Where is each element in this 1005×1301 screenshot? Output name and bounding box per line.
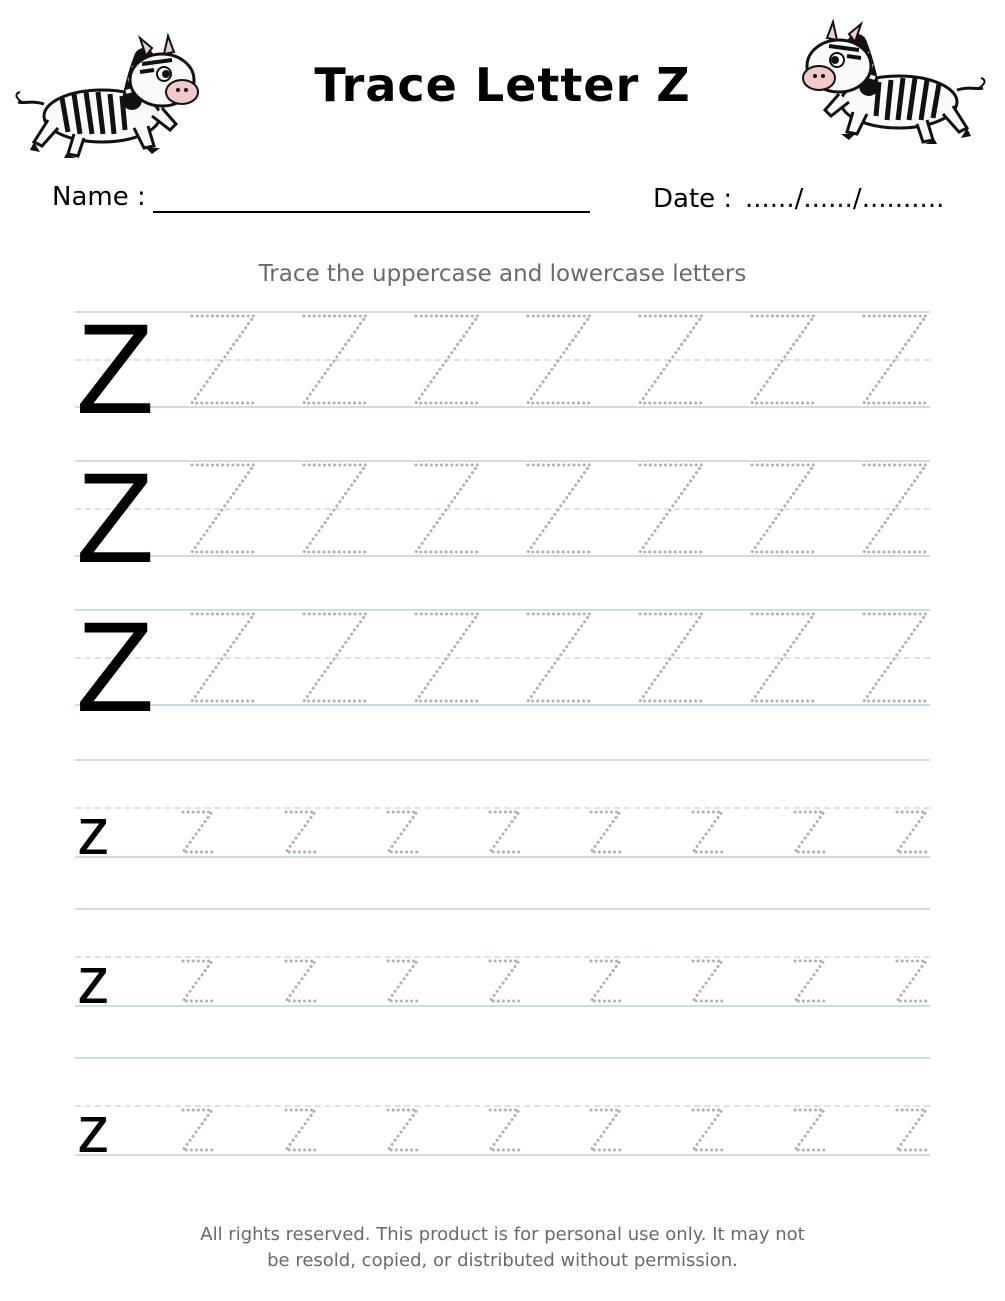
trace-letter-uppercase xyxy=(190,463,256,554)
guide-line-base xyxy=(75,555,930,557)
trace-letter-lowercase xyxy=(589,1108,622,1152)
guide-line-top xyxy=(75,311,930,313)
footer-line-1: All rights reserved. This product is for personal use only. It may not xyxy=(200,1224,805,1245)
model-letter-lowercase: z xyxy=(77,943,110,1017)
trace-letter-lowercase xyxy=(589,810,622,854)
trace-letter-lowercase xyxy=(691,1108,724,1152)
model-letter-lowercase: z xyxy=(77,1092,110,1166)
trace-letter-lowercase xyxy=(284,1108,317,1152)
trace-letter-lowercase xyxy=(181,959,214,1003)
trace-letter-uppercase xyxy=(302,314,368,405)
trace-letter-lowercase xyxy=(284,810,317,854)
guide-line-mid xyxy=(75,807,930,809)
trace-letter-lowercase xyxy=(793,959,826,1003)
model-letter-uppercase: Z xyxy=(76,447,155,590)
trace-letter-lowercase xyxy=(488,959,521,1003)
trace-letter-uppercase xyxy=(526,463,592,554)
trace-letter-uppercase xyxy=(302,463,368,554)
trace-letter-uppercase xyxy=(862,463,928,554)
trace-letter-lowercase xyxy=(488,1108,521,1152)
trace-letter-uppercase xyxy=(862,314,928,405)
trace-letter-lowercase xyxy=(793,1108,826,1152)
guide-line-mid xyxy=(75,1105,930,1107)
page-title: Trace Letter Z xyxy=(314,58,691,112)
name-label: Name : xyxy=(52,182,146,212)
guide-line-base xyxy=(75,704,930,706)
trace-letter-uppercase xyxy=(638,463,704,554)
guide-line-top xyxy=(75,908,930,910)
trace-letter-uppercase xyxy=(862,612,928,703)
footer xyxy=(0,1222,1005,1274)
trace-letter-uppercase xyxy=(750,463,816,554)
guide-line-top xyxy=(75,759,930,761)
trace-letter-lowercase xyxy=(386,810,419,854)
guide-line-top xyxy=(75,1057,930,1059)
trace-letter-lowercase xyxy=(386,959,419,1003)
guide-line-base xyxy=(75,1005,930,1007)
trace-letter-lowercase xyxy=(386,1108,419,1152)
date-field[interactable]: ....../....../.......... xyxy=(745,184,945,214)
trace-letter-uppercase xyxy=(414,314,480,405)
footer-line-2: be resold, copied, or distributed without permission. xyxy=(267,1250,738,1271)
trace-letter-lowercase xyxy=(691,959,724,1003)
trace-letter-uppercase xyxy=(750,612,816,703)
model-letter-uppercase: Z xyxy=(76,596,155,739)
trace-letter-lowercase xyxy=(895,810,928,854)
trace-letter-lowercase xyxy=(691,810,724,854)
guide-line-top xyxy=(75,609,930,611)
guide-line-mid xyxy=(75,956,930,958)
guide-line-top xyxy=(75,460,930,462)
trace-letter-lowercase xyxy=(181,810,214,854)
guide-line-base xyxy=(75,406,930,408)
trace-letter-uppercase xyxy=(190,612,256,703)
guide-line-base xyxy=(75,1154,930,1156)
model-letter-lowercase: z xyxy=(77,794,110,868)
trace-letter-lowercase xyxy=(793,810,826,854)
trace-letter-uppercase xyxy=(302,612,368,703)
model-letter-uppercase: Z xyxy=(76,298,155,441)
trace-letter-uppercase xyxy=(526,612,592,703)
trace-letter-uppercase xyxy=(414,612,480,703)
trace-letter-uppercase xyxy=(750,314,816,405)
instructions: Trace the uppercase and lowercase letters xyxy=(258,261,747,287)
trace-letter-lowercase xyxy=(488,810,521,854)
trace-letter-uppercase xyxy=(638,314,704,405)
trace-letter-lowercase xyxy=(589,959,622,1003)
trace-letter-uppercase xyxy=(526,314,592,405)
trace-letter-uppercase xyxy=(414,463,480,554)
trace-letter-lowercase xyxy=(284,959,317,1003)
trace-letter-uppercase xyxy=(190,314,256,405)
trace-letter-lowercase xyxy=(181,1108,214,1152)
trace-letter-lowercase xyxy=(895,1108,928,1152)
trace-letter-uppercase xyxy=(638,612,704,703)
trace-letter-lowercase xyxy=(895,959,928,1003)
date-label: Date : xyxy=(653,184,733,214)
guide-line-base xyxy=(75,856,930,858)
